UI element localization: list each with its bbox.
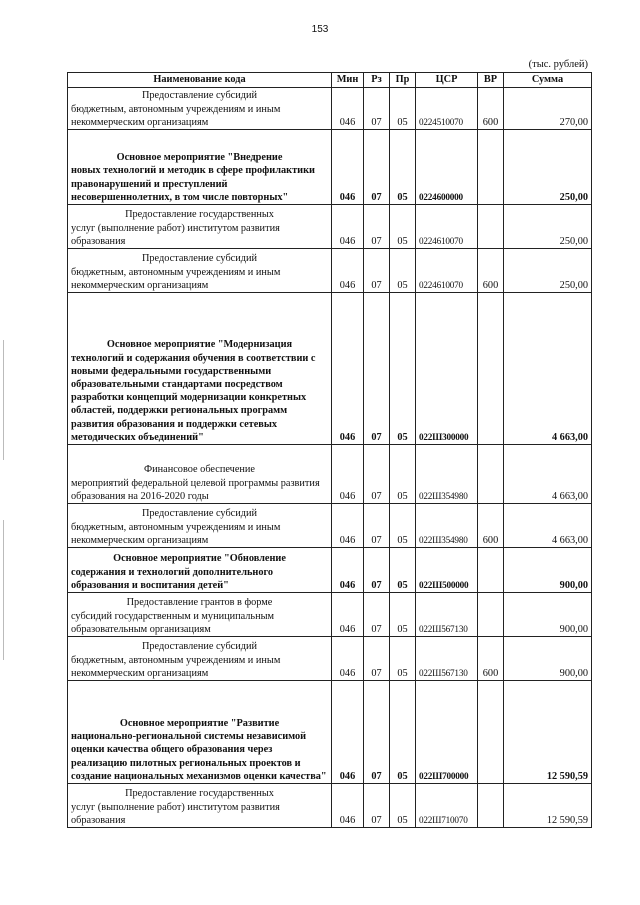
row-sum: 4 663,00 — [504, 504, 592, 548]
row-min: 046 — [332, 681, 364, 784]
row-csr: 022Ш500000 — [416, 548, 478, 593]
header-min: Мин — [332, 73, 364, 88]
row-rz: 07 — [364, 504, 390, 548]
header-vr: ВР — [478, 73, 504, 88]
row-sum: 12 590,59 — [504, 784, 592, 828]
row-rz: 07 — [364, 249, 390, 293]
row-min: 046 — [332, 548, 364, 593]
row-rz: 07 — [364, 88, 390, 130]
row-vr — [478, 681, 504, 784]
row-pr: 05 — [390, 548, 416, 593]
row-min: 046 — [332, 637, 364, 681]
row-name: Предоставление государственных услуг (выполнение работ) институтом развития образования — [68, 784, 332, 828]
row-rz: 07 — [364, 445, 390, 504]
table-row — [68, 548, 592, 593]
row-pr: 05 — [390, 249, 416, 293]
scan-margin-line — [3, 520, 4, 660]
row-min: 046 — [332, 293, 364, 445]
page-number: 153 — [311, 24, 329, 35]
table-row — [68, 88, 592, 130]
row-sum: 250,00 — [504, 205, 592, 249]
table-header-row — [68, 73, 592, 88]
scan-margin-line — [3, 340, 4, 460]
row-sum: 270,00 — [504, 88, 592, 130]
row-vr — [478, 205, 504, 249]
row-vr: 600 — [478, 88, 504, 130]
row-min: 046 — [332, 205, 364, 249]
row-pr: 05 — [390, 293, 416, 445]
row-name: Предоставление субсидий бюджетным, автономным учреждениям и иным некоммерческим организациям — [68, 88, 332, 130]
table-row — [68, 293, 592, 445]
row-csr: 022Ш567130 — [416, 637, 478, 681]
row-csr: 022Ш354980 — [416, 504, 478, 548]
row-min: 046 — [332, 504, 364, 548]
units-label: (тыс. рублей) — [528, 59, 588, 70]
row-min: 046 — [332, 130, 364, 205]
row-vr — [478, 293, 504, 445]
row-name: Предоставление государственных услуг (выполнение работ) институтом развития образования — [68, 205, 332, 249]
row-sum: 12 590,59 — [504, 681, 592, 784]
header-name: Наименование кода — [68, 73, 332, 88]
table-row — [68, 130, 592, 205]
row-vr: 600 — [478, 249, 504, 293]
header-pr: Пр — [390, 73, 416, 88]
row-min: 046 — [332, 784, 364, 828]
row-pr: 05 — [390, 88, 416, 130]
table-row — [68, 784, 592, 828]
row-min: 046 — [332, 249, 364, 293]
row-pr: 05 — [390, 637, 416, 681]
header-rz: Рз — [364, 73, 390, 88]
row-csr: 0224600000 — [416, 130, 478, 205]
row-sum: 250,00 — [504, 130, 592, 205]
row-sum: 900,00 — [504, 637, 592, 681]
row-csr: 022Ш700000 — [416, 681, 478, 784]
row-csr: 022Ш567130 — [416, 593, 478, 637]
row-sum: 250,00 — [504, 249, 592, 293]
row-name: Основное мероприятие "Развитие национально-региональной системы независимой оценки качества общего образования через реализацию пилотных региональных проектов и создание национальных механизмов оценки качества" — [68, 681, 332, 784]
row-vr — [478, 784, 504, 828]
row-rz: 07 — [364, 205, 390, 249]
row-rz: 07 — [364, 637, 390, 681]
row-vr — [478, 593, 504, 637]
header-csr: ЦСР — [416, 73, 478, 88]
header-sum: Сумма — [504, 73, 592, 88]
table-row — [68, 249, 592, 293]
row-csr: 0224610070 — [416, 205, 478, 249]
table-row — [68, 205, 592, 249]
row-min: 046 — [332, 593, 364, 637]
row-vr — [478, 130, 504, 205]
row-vr: 600 — [478, 637, 504, 681]
row-sum: 4 663,00 — [504, 445, 592, 504]
row-min: 046 — [332, 445, 364, 504]
row-pr: 05 — [390, 205, 416, 249]
row-vr: 600 — [478, 504, 504, 548]
row-pr: 05 — [390, 445, 416, 504]
row-vr — [478, 548, 504, 593]
row-rz: 07 — [364, 548, 390, 593]
row-sum: 900,00 — [504, 593, 592, 637]
row-name: Предоставление субсидий бюджетным, автономным учреждениям и иным некоммерческим организациям — [68, 249, 332, 293]
row-rz: 07 — [364, 784, 390, 828]
row-vr — [478, 445, 504, 504]
table-row — [68, 637, 592, 681]
row-name: Предоставление грантов в форме субсидий государственным и муниципальным образовательным организациям — [68, 593, 332, 637]
row-csr: 022Ш710070 — [416, 784, 478, 828]
table-row — [68, 445, 592, 504]
row-sum: 4 663,00 — [504, 293, 592, 445]
row-name: Основное мероприятие "Модернизация технологий и содержания обучения в соответствии с новыми федеральными государственными образовательными стандартами посредством разработки концепций модернизации конкретных областей, поддержки региональных программ развития образования и поддержки сетевых методических объединений" — [68, 293, 332, 445]
row-rz: 07 — [364, 681, 390, 784]
row-csr: 022Ш300000 — [416, 293, 478, 445]
row-csr: 0224610070 — [416, 249, 478, 293]
table-row — [68, 504, 592, 548]
row-name: Основное мероприятие "Обновление содержания и технологий дополнительного образования и воспитания детей" — [68, 548, 332, 593]
row-csr: 022Ш354980 — [416, 445, 478, 504]
row-pr: 05 — [390, 593, 416, 637]
row-pr: 05 — [390, 784, 416, 828]
row-rz: 07 — [364, 130, 390, 205]
row-name: Основное мероприятие "Внедрение новых технологий и методик в сфере профилактики правонарушений и преступлений несовершеннолетних, в том числе повторных" — [68, 130, 332, 205]
row-pr: 05 — [390, 504, 416, 548]
row-csr: 0224510070 — [416, 88, 478, 130]
row-sum: 900,00 — [504, 548, 592, 593]
row-rz: 07 — [364, 293, 390, 445]
budget-table — [67, 72, 592, 828]
row-name: Предоставление субсидий бюджетным, автономным учреждениям и иным некоммерческим организациям — [68, 504, 332, 548]
row-pr: 05 — [390, 681, 416, 784]
row-name: Предоставление субсидий бюджетным, автономным учреждениям и иным некоммерческим организациям — [68, 637, 332, 681]
table-row — [68, 593, 592, 637]
row-name: Финансовое обеспечение мероприятий федеральной целевой программы развития образования на 2016-2020 годы — [68, 445, 332, 504]
row-rz: 07 — [364, 593, 390, 637]
row-min: 046 — [332, 88, 364, 130]
table-row — [68, 681, 592, 784]
row-pr: 05 — [390, 130, 416, 205]
